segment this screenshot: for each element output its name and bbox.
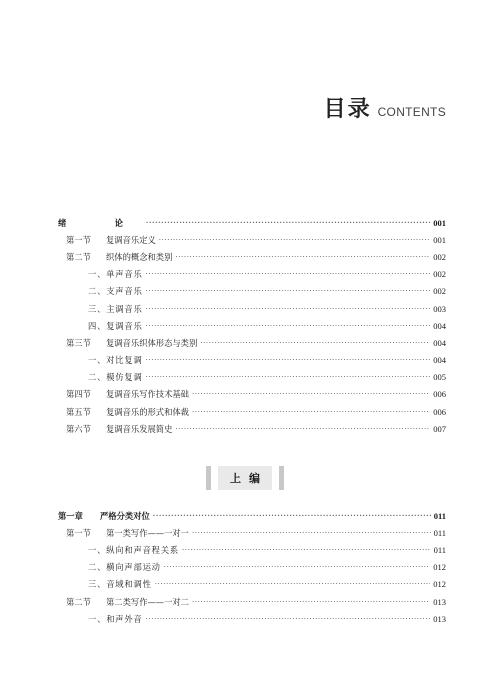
- chapter-label: 第一章: [58, 510, 83, 521]
- leader-dots: [146, 287, 431, 295]
- subsection-title: 一、和声外音: [88, 613, 143, 624]
- subsection-title: 一、对比复调: [88, 355, 143, 366]
- leader-dots: [146, 322, 431, 330]
- leader-dots: [192, 598, 430, 606]
- page-number: 006: [433, 389, 446, 400]
- section-label: 第五节: [66, 406, 91, 417]
- part-heading-bar-right: [279, 466, 284, 490]
- section-title: 复调音乐发展简史: [106, 423, 173, 434]
- leader-dots: [200, 339, 430, 347]
- page-number: 007: [433, 423, 446, 434]
- subsection-title: 二、支声音乐: [88, 286, 143, 297]
- leader-dots: [192, 390, 430, 398]
- section-label: 第六节: [66, 423, 91, 434]
- page-number: 003: [433, 303, 446, 314]
- page-number: 013: [433, 613, 446, 624]
- toc-entry-subsection[interactable]: [58, 559, 446, 576]
- section-label: 第二节: [66, 251, 91, 262]
- toc-entry-subsection[interactable]: [58, 300, 446, 317]
- toc-entry-section[interactable]: [58, 403, 446, 420]
- part-title: 上编: [218, 466, 272, 490]
- section-label: 第四节: [66, 389, 91, 400]
- section-title: 复调音乐的形式和体裁: [106, 406, 189, 417]
- section-title: 复调音乐写作技术基础: [106, 389, 189, 400]
- page-title: 目录: [323, 97, 372, 122]
- toc-part1: [58, 507, 446, 627]
- subsection-title: 二、横向声部运动: [88, 562, 161, 573]
- page-number: 006: [433, 406, 446, 417]
- page-number: 011: [433, 544, 446, 555]
- page-number: 001: [433, 234, 446, 245]
- leader-dots: [164, 563, 430, 571]
- leader-dots: [192, 408, 430, 416]
- page-number: 011: [433, 510, 446, 521]
- leader-dots: [175, 425, 430, 433]
- leader-dots: [146, 305, 431, 313]
- part-heading: [0, 466, 490, 490]
- leader-dots: [182, 546, 431, 554]
- page-number: 004: [433, 355, 446, 366]
- chapter-label: 绪 论: [58, 217, 143, 228]
- subsection-title: 三、音域和调性: [88, 579, 152, 590]
- section-title: 第二类写作——一对二: [106, 596, 189, 607]
- page-number: 001: [433, 217, 446, 228]
- leader-dots: [146, 356, 431, 364]
- page-number: 005: [433, 372, 446, 383]
- leader-dots: [192, 529, 431, 537]
- page-number: 013: [433, 596, 446, 607]
- toc-entry-subsection[interactable]: [58, 610, 446, 627]
- leader-dots: [153, 511, 431, 520]
- section-label: 第一节: [66, 527, 91, 538]
- section-title: 复调音乐织体形态与类别: [106, 337, 198, 348]
- toc-entry-section[interactable]: [58, 231, 446, 248]
- toc-entry-intro[interactable]: [58, 214, 446, 231]
- section-label: 第三节: [66, 337, 91, 348]
- page-number: 012: [433, 579, 446, 590]
- page-number: 004: [433, 337, 446, 348]
- subsection-title: 三、主调音乐: [88, 303, 143, 314]
- toc-entry-section[interactable]: [58, 524, 446, 541]
- leader-dots: [155, 580, 431, 588]
- toc-entry-section[interactable]: [58, 334, 446, 351]
- toc-entry-subsection[interactable]: [58, 317, 446, 334]
- section-label: 第一节: [66, 234, 91, 245]
- toc-entry-section[interactable]: [58, 593, 446, 610]
- leader-dots: [146, 615, 431, 623]
- toc-entry-section[interactable]: [58, 420, 446, 437]
- leader-dots: [175, 253, 430, 261]
- toc-entry-subsection[interactable]: [58, 283, 446, 300]
- leader-dots: [146, 218, 430, 227]
- leader-dots: [159, 236, 430, 244]
- subsection-title: 一、单声音乐: [88, 269, 143, 280]
- section-title: 织体的概念和类别: [106, 251, 173, 262]
- page-number: 002: [433, 251, 446, 262]
- toc-heading: [324, 92, 446, 123]
- toc-entry-section[interactable]: [58, 386, 446, 403]
- toc-entry-subsection[interactable]: [58, 541, 446, 558]
- toc-entry-subsection[interactable]: [58, 266, 446, 283]
- part-heading-bar-left: [206, 466, 211, 490]
- page-number: 011: [433, 527, 446, 538]
- subsection-title: 二、模仿复调: [88, 372, 143, 383]
- subsection-title: 一、纵向和声音程关系: [88, 544, 179, 555]
- leader-dots: [146, 270, 431, 278]
- toc-intro: [58, 214, 446, 437]
- toc-entry-subsection[interactable]: [58, 369, 446, 386]
- toc-entry-chapter[interactable]: [58, 507, 446, 524]
- page-number: 012: [433, 562, 446, 573]
- subsection-title: 四、复调音乐: [88, 320, 143, 331]
- toc-entry-subsection[interactable]: [58, 352, 446, 369]
- page-number: 002: [433, 269, 446, 280]
- leader-dots: [146, 373, 431, 381]
- section-title: 第一类写作——一对一: [106, 527, 189, 538]
- toc-entry-subsection[interactable]: [58, 576, 446, 593]
- section-title: 复调音乐定义: [106, 234, 156, 245]
- toc-entry-section[interactable]: [58, 248, 446, 265]
- page-title-en: CONTENTS: [377, 105, 446, 119]
- chapter-title: 严格分类对位: [100, 510, 150, 521]
- section-label: 第二节: [66, 596, 91, 607]
- page-number: 002: [433, 286, 446, 297]
- page-number: 004: [433, 320, 446, 331]
